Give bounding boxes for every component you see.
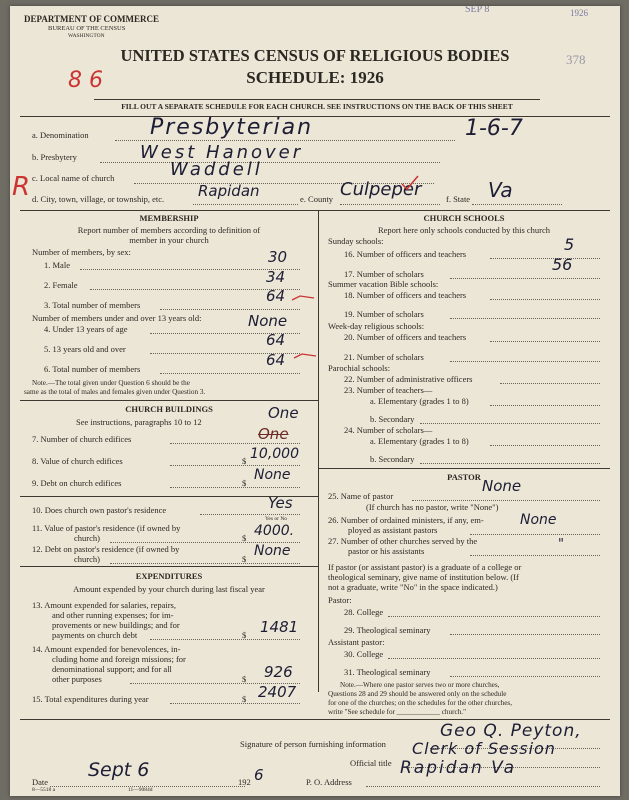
q16-value: 5 [564,235,575,254]
county-label: e. County [300,194,334,204]
q8-value: 10,000 [250,446,299,462]
church-name-value: Waddell [170,159,263,180]
form-code: 8—5518 a [32,787,56,793]
red-reference-number: 8 6 [68,68,103,93]
red-check-mark-icon [290,292,316,306]
signature-value: Geo Q. Peyton, [440,721,582,741]
q11-dollar: $ [242,533,247,543]
assistant-pastor-subheading: Assistant pastor: [328,637,385,647]
q5-value: 64 [266,331,286,349]
q15-value: 2407 [258,683,297,701]
q1-label: 1. Male [44,260,70,270]
stamp-number: 378 [566,52,586,67]
city-value: Rapidan [198,182,260,200]
q14-label-2: cluding home and foreign missions; for [52,654,186,664]
q23-label: 23. Number of teachers— [344,385,433,395]
graduate-instruction-2: theological seminary, give name of institution below. (If [328,572,519,582]
q31-label: 31. Theological seminary [344,667,431,677]
sunday-schools-heading: Sunday schools: [328,236,384,246]
q1-value: 30 [268,248,288,266]
weekday-schools-heading: Week-day religious schools: [328,321,425,331]
q14-dollar: $ [242,674,247,684]
q15-label: 15. Total expenditures during year [32,694,149,704]
q13-label-3: provements or new buildings; and for [52,620,180,630]
q11-label: 11. Value of pastor's residence (if owned by [32,523,181,533]
q29-label: 29. Theological seminary [344,625,431,635]
denomination-label: a. Denomination [32,130,89,140]
schools-heading: CHURCH SCHOOLS [423,213,505,223]
department-label: DEPARTMENT OF COMMERCE [24,14,160,24]
pastor-note-4: write "See schedule for ____________ church." [328,708,467,716]
denomination-value: Presbyterian [150,115,314,140]
pastor-note-3: for one of the churches; on the schedules for the other churches, [328,699,513,707]
q24b-label: b. Secondary [370,454,415,464]
q7-value: One [268,404,299,422]
q26-label-2: ployed as assistant pastors [348,525,438,535]
state-label: f. State [446,194,471,204]
q23a-label: a. Elementary (grades 1 to 8) [370,396,469,406]
members-by-sex-heading: Number of members, by sex: [32,247,131,257]
expenditures-intro: Amount expended by your church during last fiscal year [73,584,265,594]
q25-note: (If church has no pastor, write "None") [366,502,499,512]
yes-no-hint: Yes or No [265,516,288,522]
q13-dollar: $ [242,630,247,640]
q15-dollar: $ [242,694,247,704]
membership-note-2: same as the total of males and females given under Question 3. [24,388,206,396]
red-r-mark: R [12,172,31,202]
q13-label-4: payments on church debt [52,630,138,640]
red-check-mark-icon [292,350,318,364]
form-title: UNITED STATES CENSUS OF RELIGIOUS BODIES [120,46,510,65]
q24-label: 24. Number of scholars— [344,425,433,435]
pastor-subheading: Pastor: [328,595,352,605]
q7-struck-value: One [258,425,289,443]
membership-heading: MEMBERSHIP [139,213,199,223]
po-address-label: P. O. Address [306,777,352,787]
bureau-label: BUREAU OF THE CENSUS [48,25,126,32]
q13-label-2: and other running expenses; for im- [52,610,174,620]
q9-label: 9. Debt on church edifices [32,478,122,488]
q12-label-2: church) [74,554,100,564]
instruction-line: FILL OUT A SEPARATE SCHEDULE FOR EACH CHURCH. SEE INSTRUCTIONS ON THE BACK OF THIS SHEET [121,102,513,111]
red-check-mark-icon [400,174,420,192]
official-title-value: Clerk of Session [412,739,556,758]
pastor-heading: PASTOR [447,472,481,482]
buildings-intro: See instructions, paragraphs 10 to 12 [76,417,202,427]
q3-value: 64 [266,287,286,305]
q26-label: 26. Number of ordained ministers, if any, em- [328,515,484,525]
buildings-heading: CHURCH BUILDINGS [125,404,213,414]
q19-label: 19. Number of scholars [344,309,424,319]
form-subtitle: SCHEDULE: 1926 [246,68,384,87]
parochial-schools-heading: Parochial schools: [328,363,391,373]
q25-label: 25. Name of pastor [328,491,394,501]
q3-label: 3. Total number of members [44,300,141,310]
q12-dollar: $ [242,554,247,564]
q10-label: 10. Does church own pastor's residence [32,505,167,515]
q16-label: 16. Number of officers and teachers [344,249,467,259]
q7-label: 7. Number of church edifices [32,434,132,444]
membership-intro: Report number of members according to definition of [77,225,261,235]
pastor-note: Note.—Where one pastor serves two or more churches, [340,681,500,689]
received-stamp: SEP 8 [465,6,490,15]
q6-value: 64 [266,351,286,369]
q14-label: 14. Amount expended for benevolences, in- [32,644,181,654]
q17-value: 56 [552,255,573,274]
q4-value: None [248,312,288,330]
q30-label: 30. College [344,649,384,659]
year-prefix: 192 [238,777,251,787]
graduate-instruction: If pastor (or assistant pastor) is a graduate of a college or [328,562,522,572]
city-label-field: d. City, town, village, or township, etc. [32,194,165,204]
q9-dollar: $ [242,478,247,488]
church-name-label: c. Local name of church [32,173,115,183]
q26-value: None [520,512,557,528]
denomination-code: 1-6-7 [465,116,523,141]
q14-label-4: other purposes [52,674,102,684]
q4-label: 4. Under 13 years of age [44,324,128,334]
q14-value: 926 [264,663,293,681]
date-label: Date [32,777,49,787]
membership-note: Note.—The total given under Question 6 should be the [32,379,190,387]
q5-label: 5. 13 years old and over [44,344,126,354]
q12-label: 12. Debt on pastor's residence (if owned by [32,544,180,554]
q23b-label: b. Secondary [370,414,415,424]
q9-value: None [254,467,291,483]
presbytery-label: b. Presbytery [32,152,77,162]
members-by-age-heading: Number of members under and over 13 years old: [32,313,202,323]
presbytery-value: West Hanover [140,142,304,163]
signature-label: Signature of person furnishing information [240,739,386,749]
q6-label: 6. Total number of members [44,364,141,374]
q10-value: Yes [268,494,293,512]
q18-label: 18. Number of officers and teachers [344,290,467,300]
q28-label: 28. College [344,607,384,617]
membership-intro-2: member in your church [129,235,209,245]
state-value: Va [488,178,513,202]
q24a-label: a. Elementary (grades 1 to 8) [370,436,469,446]
q20-label: 20. Number of officers and teachers [344,332,467,342]
official-title-label: Official title [350,758,392,768]
q13-value: 1481 [260,618,299,636]
q22-label: 22. Number of administrative officers [344,374,473,384]
q17-label: 17. Number of scholars [344,269,424,279]
schools-intro: Report here only schools conducted by this church [377,225,551,235]
county-value: Culpeper [340,179,422,200]
po-address-value: Rapidan Va [400,758,517,778]
expenditures-heading: EXPENDITURES [135,571,203,581]
q11-value: 4000. [254,523,295,539]
print-code: 11—9084d [128,787,153,793]
q12-value: None [254,543,291,559]
q13-label: 13. Amount expended for salaries, repairs, [32,600,176,610]
q25-value: None [482,477,522,495]
q27-label-2: pastor or his assistants [348,546,425,556]
pastor-note-2: Questions 28 and 29 should be answered only on the schedule [328,690,507,698]
stamp-year: 1926 [570,8,588,18]
q2-label: 2. Female [44,280,78,290]
q8-dollar: $ [242,456,247,466]
year-digit: 6 [254,766,264,784]
q14-label-3: denominational support; and for all [52,664,172,674]
census-schedule-sheet [10,6,620,796]
q21-label: 21. Number of scholars [344,352,424,362]
q27-value: " [558,537,564,552]
summer-schools-heading: Summer vacation Bible schools: [328,279,439,289]
city-label: WASHINGTON [68,33,105,39]
q2-value: 34 [266,268,286,286]
q8-label: 8. Value of church edifices [32,456,123,466]
graduate-instruction-3: not a graduate, write "No" in the space indicated.) [328,582,498,592]
q27-label: 27. Number of other churches served by the [328,536,478,546]
date-value: Sept 6 [88,759,150,781]
q11-label-2: church) [74,533,100,543]
